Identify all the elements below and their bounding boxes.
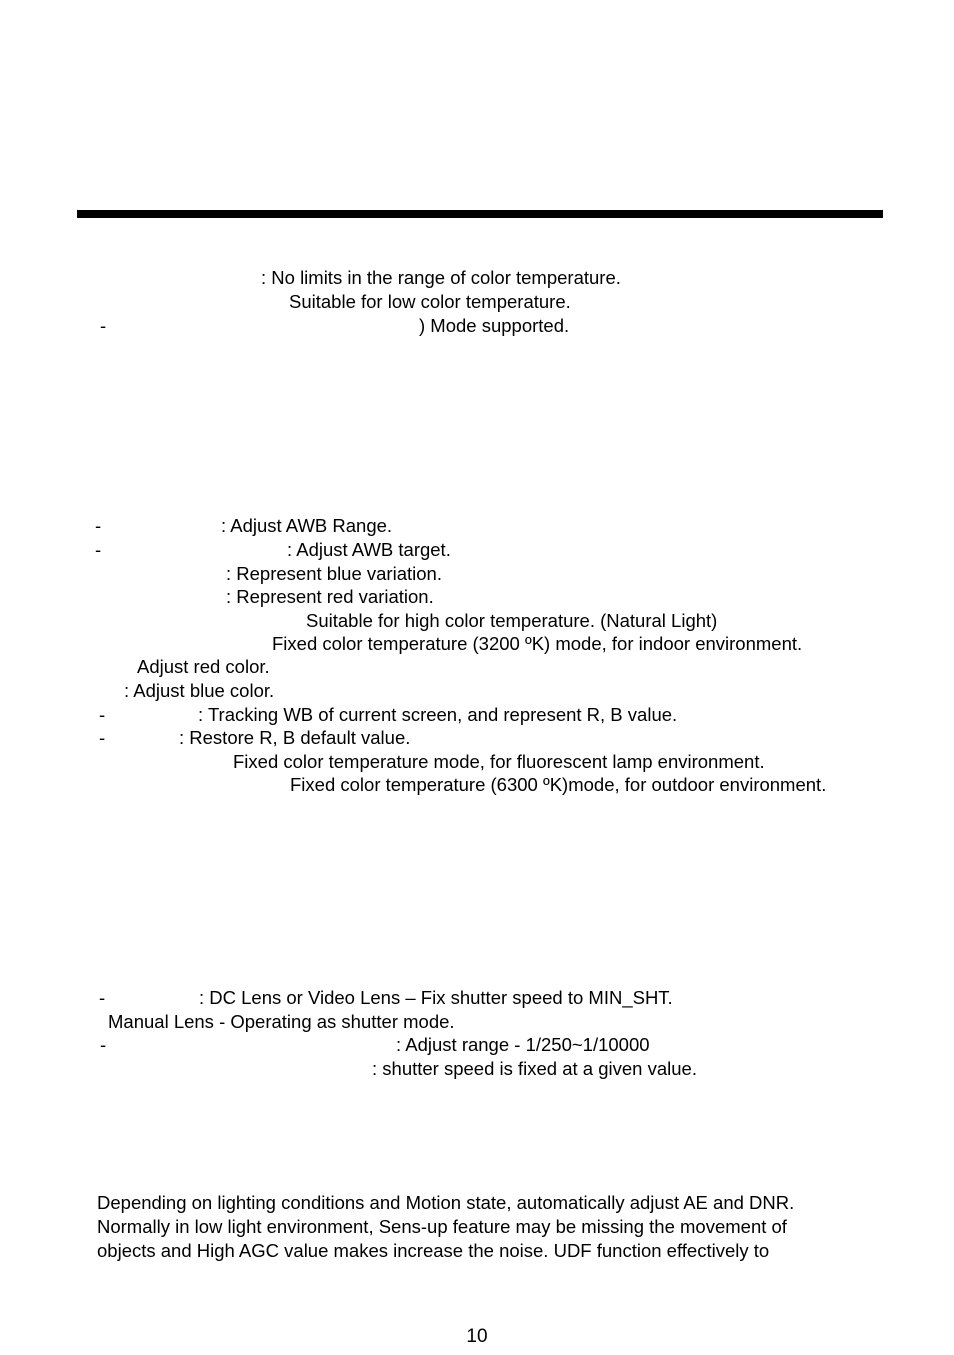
page-number: 10 xyxy=(466,1326,488,1347)
tracking-dash: - xyxy=(99,704,106,725)
dc-lens-description: : DC Lens or Video Lens – Fix shutter speed to MIN_SHT. xyxy=(199,987,673,1008)
awb-target-description: : Adjust AWB target. xyxy=(287,539,451,560)
wb-mode-supported: ) Mode supported. xyxy=(419,315,570,336)
restore-description: : Restore R, B default value. xyxy=(179,727,411,748)
udf-paragraph-line-2: Normally in low light environment, Sens-up feature may be missing the movement of xyxy=(97,1216,787,1237)
awb-target-dash: - xyxy=(95,539,102,560)
indoor-mode-description: Fixed color temperature (3200 ºK) mode, for indoor environment. xyxy=(272,633,803,654)
awb-range-description: : Adjust AWB Range. xyxy=(221,515,393,536)
adjust-blue-description: : Adjust blue color. xyxy=(124,680,275,701)
awb-range-dash: - xyxy=(95,515,102,536)
dc-lens-dash: - xyxy=(99,987,106,1008)
shutter-range-dash: - xyxy=(100,1034,107,1055)
udf-paragraph-line-1: Depending on lighting conditions and Motion state, automatically adjust AE and DNR. xyxy=(97,1192,795,1213)
adjust-red-description: Adjust red color. xyxy=(137,656,270,677)
section-divider xyxy=(77,210,883,218)
fluorescent-mode-description: Fixed color temperature mode, for fluorescent lamp environment. xyxy=(233,751,765,772)
wb-auto-description: : No limits in the range of color temperature. xyxy=(261,267,621,288)
red-variation-description: : Represent red variation. xyxy=(226,586,434,607)
wb-low-temp-description: Suitable for low color temperature. xyxy=(289,291,571,312)
natural-light-description: Suitable for high color temperature. (Natural Light) xyxy=(306,610,718,631)
wb-mode-dash: - xyxy=(100,315,107,336)
blue-variation-description: : Represent blue variation. xyxy=(226,563,442,584)
restore-dash: - xyxy=(99,727,106,748)
shutter-fixed-description: : shutter speed is fixed at a given value. xyxy=(372,1058,697,1079)
outdoor-mode-description: Fixed color temperature (6300 ºK)mode, for outdoor environment. xyxy=(290,774,827,795)
manual-lens-description: Manual Lens - Operating as shutter mode. xyxy=(108,1011,455,1032)
tracking-description: : Tracking WB of current screen, and represent R, B value. xyxy=(198,704,678,725)
shutter-range-description: : Adjust range - 1/250~1/10000 xyxy=(396,1034,650,1055)
udf-paragraph-line-3: objects and High AGC value makes increase the noise. UDF function effectively to xyxy=(97,1240,770,1261)
